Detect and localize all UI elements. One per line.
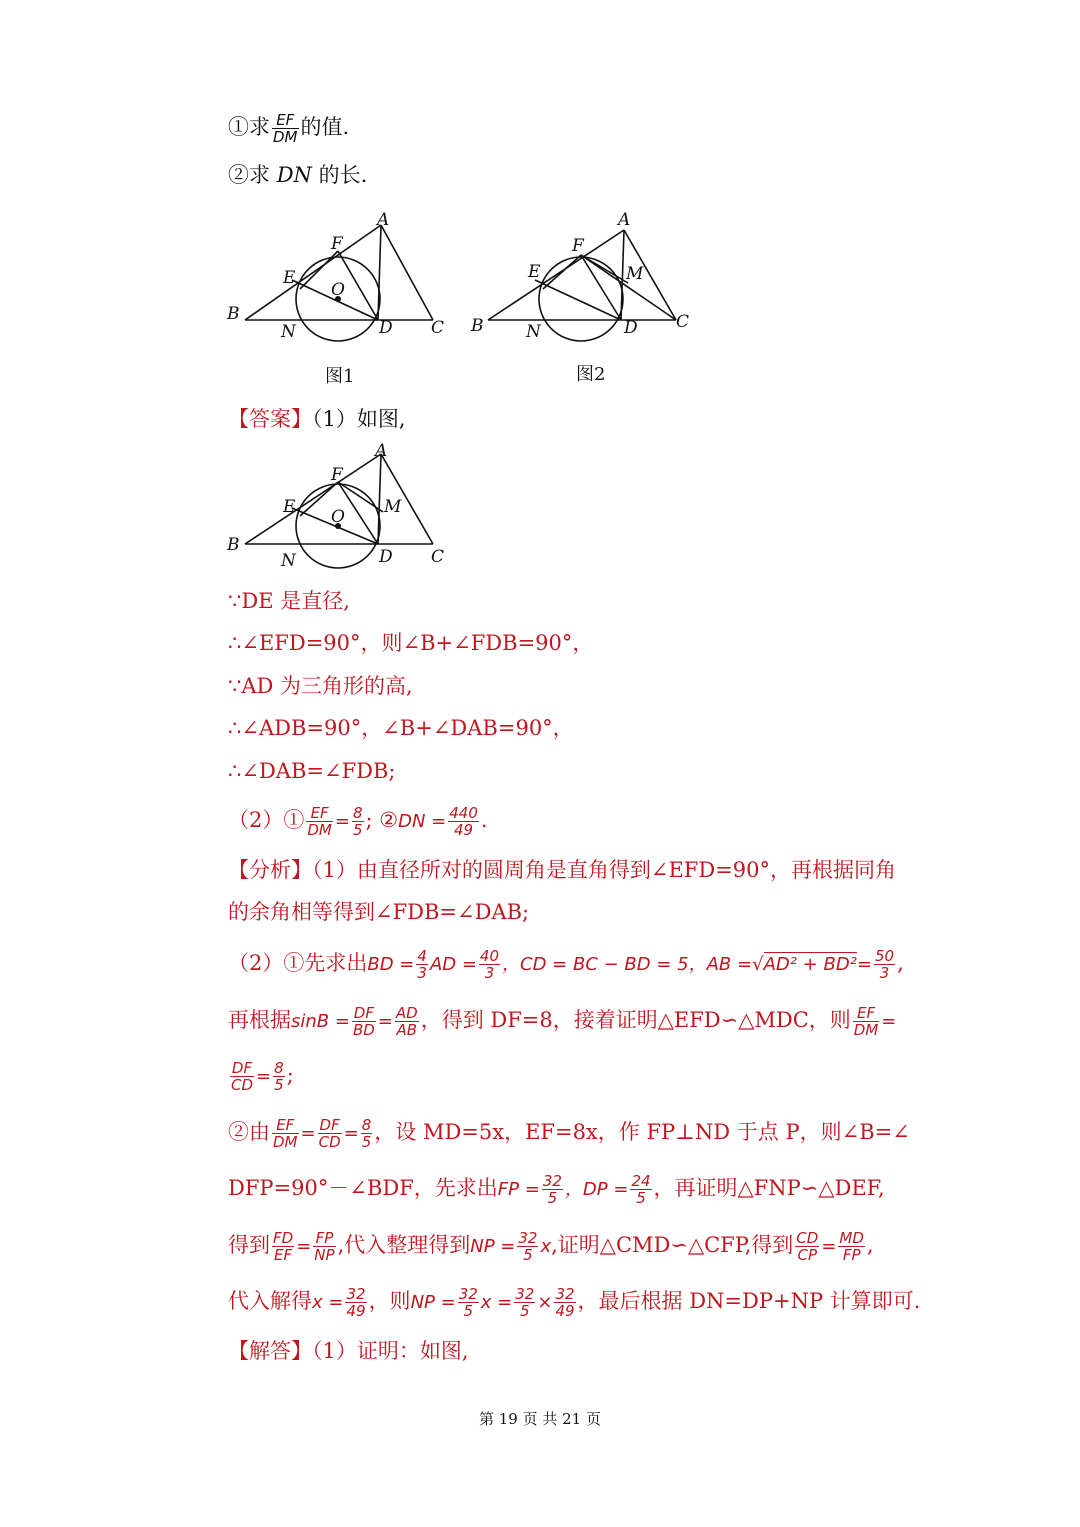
text: ，则	[368, 1289, 411, 1313]
frac-num: MD	[839, 1229, 864, 1247]
var: DN	[276, 163, 312, 187]
answer-step-4: ∴∠ADB=90°，∠B+∠DAB=90°，	[228, 716, 574, 740]
text: x	[540, 1236, 552, 1257]
frac-den: DM	[273, 1133, 298, 1151]
fraction	[313, 1230, 335, 1263]
label-b: B	[471, 316, 484, 336]
fraction	[874, 948, 895, 981]
frac-num: 32	[542, 1172, 562, 1190]
sqrt-body: AD² + BD²	[763, 954, 857, 975]
text: 求	[249, 115, 270, 139]
text: .	[480, 808, 488, 832]
fraction	[838, 1230, 865, 1263]
analysis-line-8	[228, 1230, 874, 1263]
fraction	[853, 1005, 880, 1038]
frac-num: AD	[395, 1004, 418, 1022]
answer-step-2: ∴∠EFD=90°，则∠B+∠FDB=90°，	[228, 631, 594, 655]
frac-num: 8	[361, 1116, 372, 1134]
answer-step-3: ∵AD 为三角形的高,	[228, 674, 413, 698]
circled-number: ①	[228, 115, 249, 139]
analysis-line-9	[228, 1286, 920, 1319]
frac-den: 3	[484, 964, 495, 982]
frac-den: 3	[879, 964, 890, 982]
text: NP =	[470, 1236, 516, 1257]
text: =	[343, 1123, 359, 1144]
text: AB =	[706, 954, 753, 975]
analysis-line-5	[228, 1060, 294, 1093]
label-f: F	[331, 234, 343, 254]
frac-den: 49	[454, 821, 474, 839]
label-m: M	[626, 264, 644, 284]
analysis-tag: 【分析】	[228, 858, 312, 882]
frac-den: EF	[274, 1246, 293, 1264]
solution-text: （1）证明：如图,	[312, 1339, 469, 1363]
frac-den: DM	[307, 821, 332, 839]
solution-tag: 【解答】	[228, 1339, 312, 1363]
fraction	[542, 1173, 563, 1206]
label-a: A	[377, 210, 390, 230]
text: ，CD = BC − BD = 5，	[502, 954, 707, 975]
label-n: N	[281, 322, 296, 342]
frac-den: DM	[853, 1021, 879, 1039]
analysis-line-2: 的余角相等得到∠FDB=∠DAB;	[228, 900, 530, 924]
text: =	[377, 1011, 393, 1032]
fraction	[361, 1117, 373, 1150]
figure-1-caption: 图1	[325, 366, 355, 387]
frac-num: 4	[417, 947, 427, 965]
figure-2-caption: 图2	[576, 364, 606, 385]
answer-intro: （1）如图,	[312, 407, 406, 431]
label-e: E	[283, 268, 296, 288]
label-d: D	[624, 318, 638, 338]
text: NP =	[410, 1292, 456, 1313]
frac-den: 5	[361, 1133, 372, 1151]
label-f: F	[572, 236, 584, 256]
answer-heading	[228, 404, 406, 434]
frac-den: 3	[417, 964, 427, 982]
fraction	[352, 1005, 376, 1038]
frac-num: CD	[796, 1229, 819, 1247]
label-c: C	[431, 318, 445, 338]
frac-den: CD	[231, 1076, 254, 1094]
frac-num: 32	[555, 1285, 575, 1303]
answer-tag: 【答案】	[228, 407, 312, 431]
label-n: N	[281, 551, 296, 571]
text: =	[296, 1236, 312, 1257]
label-a: A	[618, 210, 631, 230]
figure-1-diagram	[225, 205, 455, 345]
text: =	[256, 1066, 272, 1087]
frac-num: 32	[515, 1285, 535, 1303]
frac-num: 24	[631, 1172, 651, 1190]
frac-num: 32	[518, 1229, 538, 1247]
text: 的长.	[318, 163, 368, 187]
circled-number: ②	[228, 163, 249, 187]
frac-den: BD	[352, 1021, 375, 1039]
fraction	[272, 1117, 299, 1150]
analysis-line-3: （2）①先求出BD = $\frac{4}{3}$ AD = $\frac{40}{3}$ ，CD = BC − BD = 5，AB =√AD² + BD²= $\frac{50}{3}$ ,	[228, 947, 904, 982]
label-o: O	[331, 280, 345, 300]
frac-den: AB	[396, 1021, 418, 1039]
fraction	[479, 948, 500, 981]
text: DFP=90°－∠BDF，先求出	[228, 1176, 498, 1200]
text: ; ②	[365, 808, 399, 832]
frac-den: CD	[318, 1133, 341, 1151]
text: =	[334, 811, 350, 832]
text: =	[856, 954, 872, 975]
frac-den: 5	[352, 821, 363, 839]
text: ，最后根据 DN=DP+NP 计算即可.	[577, 1289, 921, 1313]
label-m: M	[384, 497, 402, 517]
text: ，再证明△FNP∽△DEF,	[653, 1176, 885, 1200]
fraction	[416, 948, 428, 981]
fraction	[395, 1005, 419, 1038]
fraction	[318, 1117, 342, 1150]
text: sinB =	[291, 1011, 350, 1032]
frac-num: FP	[313, 1230, 335, 1247]
fraction	[795, 1230, 819, 1263]
text: （2）①先求出	[228, 951, 368, 975]
fraction-ef-dm	[272, 112, 299, 145]
frac-num: 50	[875, 947, 895, 965]
text: x =	[312, 1292, 344, 1313]
frac-den: 5	[274, 1076, 284, 1094]
fraction	[272, 1230, 294, 1263]
question-2	[228, 160, 367, 190]
frac-den: 5	[520, 1302, 530, 1320]
fraction	[345, 1286, 366, 1319]
frac-den: 5	[463, 1302, 473, 1320]
label-d: D	[379, 318, 393, 338]
text: ;	[286, 1063, 294, 1087]
frac-den: 5	[547, 1189, 558, 1207]
frac-num: 8	[352, 804, 363, 822]
fraction	[517, 1230, 538, 1263]
frac-num: 440	[449, 804, 478, 822]
text: ②由	[228, 1120, 270, 1144]
text: ×	[537, 1292, 553, 1313]
text: ，DP =	[564, 1179, 629, 1200]
label-a: A	[375, 441, 388, 461]
frac-num: FD	[273, 1229, 294, 1247]
text: =	[881, 1011, 897, 1032]
label-d: D	[379, 547, 393, 567]
text: 得到	[228, 1233, 270, 1257]
text: x =	[480, 1292, 513, 1313]
text: 的值.	[300, 115, 350, 139]
question-1	[228, 112, 349, 145]
text: ,	[866, 1233, 874, 1257]
label-n: N	[526, 322, 541, 342]
fraction	[514, 1286, 535, 1319]
frac-num: 32	[458, 1285, 478, 1303]
text: AD =	[429, 954, 477, 975]
text: ,代入整理得到	[337, 1233, 471, 1257]
text: DN =	[398, 811, 447, 832]
answer-step-1: ∵DE 是直径,	[228, 589, 350, 613]
frac-num: EF	[272, 1117, 299, 1134]
frac-num: DF	[353, 1004, 374, 1022]
frac-num: EF	[853, 1005, 880, 1022]
fraction	[273, 1060, 285, 1093]
analysis-line-7	[228, 1173, 885, 1206]
frac-den: DM	[273, 128, 298, 146]
text: ，设 MD=5x，EF=8x，作 FP⊥ND 于点 P，则∠B=∠	[374, 1120, 910, 1144]
text: BD =	[367, 954, 415, 975]
text: ，得到 DF=8，接着证明△EFD∽△MDC，则	[420, 1008, 851, 1032]
answer-step-5: ∴∠DAB=∠FDB;	[228, 759, 396, 783]
frac-den: 5	[636, 1189, 646, 1207]
label-o: O	[331, 507, 345, 527]
label-f: F	[331, 465, 343, 485]
label-e: E	[528, 262, 541, 282]
frac-den: 5	[523, 1246, 533, 1264]
frac-num: DF	[319, 1116, 340, 1134]
frac-den: 49	[555, 1302, 575, 1320]
frac-num: DF	[231, 1059, 253, 1077]
fraction	[306, 805, 333, 838]
label-c: C	[676, 312, 690, 332]
text: 求	[249, 163, 270, 187]
answer-part-2	[228, 805, 488, 838]
text: FP =	[497, 1179, 540, 1200]
frac-den: FP	[842, 1246, 861, 1264]
label-b: B	[227, 535, 240, 555]
page-footer: 第 19 页 共 21 页	[478, 1410, 601, 1428]
frac-num: 40	[479, 947, 500, 965]
label-e: E	[283, 497, 296, 517]
fraction	[458, 1286, 479, 1319]
answer-figure	[225, 436, 455, 576]
text: =	[821, 1236, 837, 1257]
frac-den: 49	[346, 1302, 366, 1320]
fraction	[352, 805, 364, 838]
frac-num: EF	[272, 112, 299, 129]
solution-heading	[228, 1336, 469, 1366]
fraction	[230, 1060, 254, 1093]
text: ,	[897, 951, 904, 975]
label-b: B	[227, 304, 240, 324]
text: 代入解得	[228, 1289, 312, 1313]
analysis-line-6	[228, 1117, 910, 1150]
label-c: C	[431, 547, 445, 567]
fraction	[448, 805, 479, 838]
text: （1）由直径所对的圆周角是直角得到∠EFD=90°，再根据同角	[312, 858, 897, 882]
fraction	[554, 1286, 575, 1319]
frac-den: NP	[314, 1246, 335, 1264]
analysis-line-1	[228, 855, 896, 885]
text: （2）①	[228, 808, 305, 832]
text: =	[300, 1123, 316, 1144]
fraction	[630, 1173, 651, 1206]
text: 再根据	[228, 1008, 291, 1032]
analysis-line-4	[228, 1005, 896, 1038]
text: ,证明△CMD∽△CFP,得到	[551, 1233, 794, 1257]
frac-den: CP	[797, 1246, 818, 1264]
frac-num: 32	[346, 1285, 366, 1303]
frac-num: EF	[306, 805, 333, 822]
frac-num: 8	[274, 1059, 284, 1077]
figure-2-diagram	[468, 205, 698, 345]
